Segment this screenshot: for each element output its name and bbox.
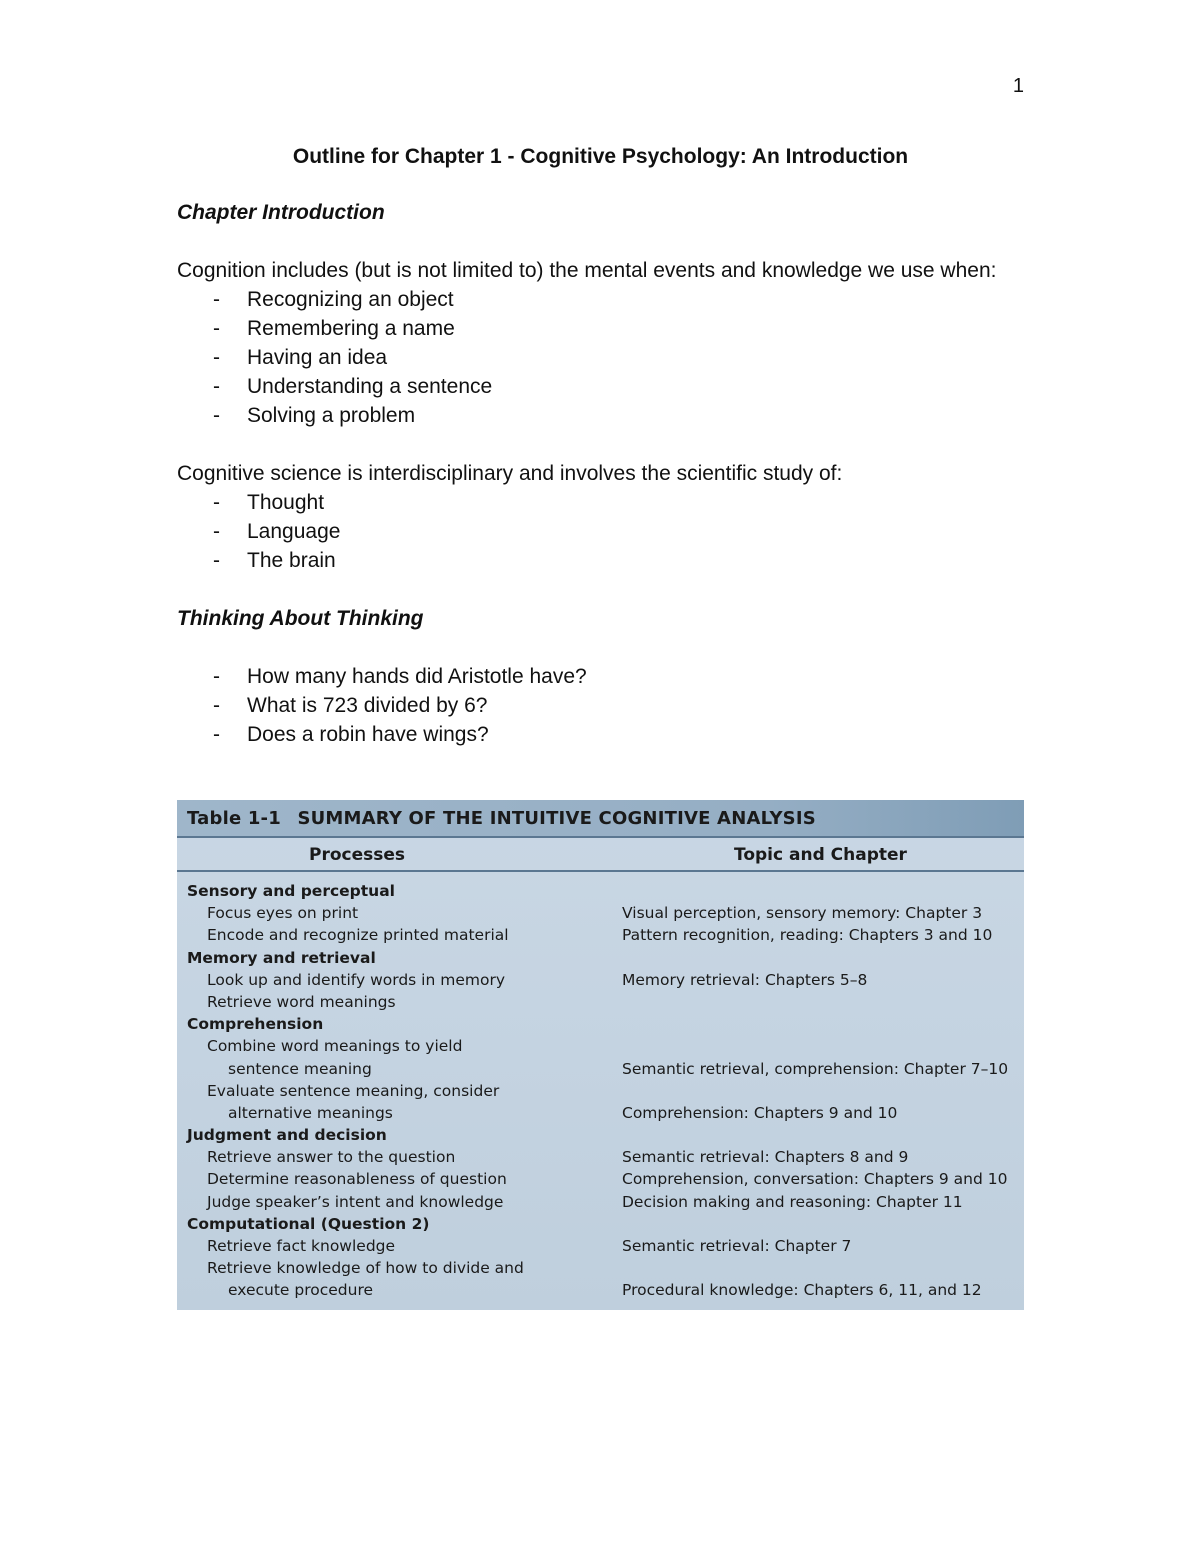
topic-cell: Pattern recognition, reading: Chapters 3 and 10 (622, 926, 993, 945)
list-item-text: What is 723 divided by 6? (247, 694, 488, 717)
list-item (177, 488, 1024, 517)
cognition-intro-paragraph: Cognition includes (but is not limited to) the mental events and knowledge we use when: (177, 259, 997, 282)
table-category-row (177, 880, 1024, 902)
dash-bullet: - (213, 288, 220, 311)
table-category-row (177, 947, 1024, 969)
list-item (177, 314, 1024, 343)
list-item-text: Does a robin have wings? (247, 723, 489, 746)
list-item (177, 546, 1024, 575)
table-body (177, 872, 1024, 1302)
topic-cell: Memory retrieval: Chapters 5–8 (622, 970, 868, 989)
process-cell: Focus eyes on print (207, 904, 359, 923)
table-row (177, 1146, 1024, 1168)
topic-cell: Procedural knowledge: Chapters 6, 11, and 12 (622, 1281, 982, 1300)
topic-cell: Decision making and reasoning: Chapter 11 (622, 1192, 963, 1211)
science-intro-paragraph: Cognitive science is interdisciplinary and involves the scientific study of: (177, 462, 843, 485)
table-row (177, 924, 1024, 946)
list-item-text: Solving a problem (247, 404, 416, 427)
page-number: 1 (1012, 75, 1024, 97)
table-row (177, 1102, 1024, 1124)
table-row (177, 1168, 1024, 1190)
dash-bullet: - (213, 317, 220, 340)
topic-cell: Comprehension: Chapters 9 and 10 (622, 1103, 898, 1122)
process-cell: Encode and recognize printed material (207, 926, 509, 945)
process-cell: Determine reasonableness of question (207, 1170, 507, 1189)
topic-cell: Semantic retrieval: Chapter 7 (622, 1237, 852, 1255)
list-item-text: How many hands did Aristotle have? (247, 665, 587, 688)
dash-bullet: - (213, 375, 220, 398)
dash-bullet: - (213, 520, 220, 543)
category-label: Memory and retrieval (187, 948, 376, 967)
table-row (177, 1058, 1024, 1080)
list-item (177, 401, 1024, 430)
list-item (177, 343, 1024, 372)
table-row (177, 1279, 1024, 1301)
document-title: Outline for Chapter 1 - Cognitive Psychology: An Introduction (292, 145, 909, 168)
table-category-row (177, 1013, 1024, 1035)
document-body (177, 142, 1024, 778)
dash-bullet: - (213, 404, 220, 427)
list-item (177, 662, 1024, 691)
table-row (177, 991, 1024, 1013)
list-item (177, 517, 1024, 546)
list-item-text: Language (247, 520, 341, 543)
list-item (177, 720, 1024, 749)
list-item (177, 691, 1024, 720)
column-header-processes: Processes (309, 845, 406, 865)
process-cell: Retrieve knowledge of how to divide and (207, 1259, 524, 1278)
topic-cell: Semantic retrieval, comprehension: Chapter 7–10 (622, 1059, 1009, 1078)
table-row (177, 1257, 1024, 1279)
list-item (177, 285, 1024, 314)
column-header-topic-and-chapter: Topic and Chapter (734, 845, 907, 865)
process-cell: Evaluate sentence meaning, consider (207, 1081, 500, 1100)
table-category-row (177, 1124, 1024, 1146)
dash-bullet: - (213, 723, 220, 746)
process-cell: alternative meanings (228, 1103, 393, 1122)
summary-table (177, 800, 1024, 1310)
science-list (177, 488, 1024, 575)
category-label: Sensory and perceptual (187, 882, 395, 900)
table-caption-text: SUMMARY OF THE INTUITIVE COGNITIVE ANALYSIS (297, 808, 816, 829)
process-cell: sentence meaning (228, 1059, 372, 1078)
dash-bullet: - (213, 549, 220, 572)
list-item-text: Remembering a name (247, 317, 455, 340)
process-cell: Combine word meanings to yield (207, 1037, 463, 1056)
category-label: Computational (Question 2) (187, 1214, 430, 1233)
list-item-text: Recognizing an object (247, 288, 454, 311)
topic-cell: Semantic retrieval: Chapters 8 and 9 (622, 1148, 909, 1167)
table-header-row (177, 838, 1024, 872)
table-category-row (177, 1213, 1024, 1235)
topic-cell: Comprehension, conversation: Chapters 9 and 10 (622, 1170, 1008, 1189)
table-row (177, 902, 1024, 924)
list-item-text: Thought (247, 491, 325, 514)
table-label: Table 1-1 (187, 808, 281, 829)
process-cell: Look up and identify words in memory (207, 970, 506, 989)
list-item-text: Understanding a sentence (247, 375, 493, 398)
table-row (177, 1035, 1024, 1057)
topic-cell: Visual perception, sensory memory: Chapter 3 (622, 904, 983, 923)
process-cell: Retrieve word meanings (207, 992, 396, 1011)
dash-bullet: - (213, 491, 220, 514)
list-item-text: Having an idea (247, 346, 388, 369)
dash-bullet: - (213, 665, 220, 688)
category-label: Comprehension (187, 1015, 324, 1034)
cognition-list (177, 285, 1024, 430)
table-row (177, 1080, 1024, 1102)
thinking-questions-list (177, 662, 1024, 749)
table-row (177, 1191, 1024, 1213)
table-row (177, 1235, 1024, 1257)
list-item (177, 372, 1024, 401)
process-cell: execute procedure (228, 1281, 374, 1300)
category-label: Judgment and decision (187, 1126, 387, 1145)
process-cell: Retrieve answer to the question (207, 1148, 456, 1167)
section-heading-thinking-about-thinking: Thinking About Thinking (177, 607, 424, 630)
list-item-text: The brain (247, 549, 336, 572)
section-heading-chapter-introduction: Chapter Introduction (177, 201, 385, 224)
table-caption (177, 800, 1024, 838)
table-row (177, 969, 1024, 991)
process-cell: Retrieve fact knowledge (207, 1237, 396, 1255)
process-cell: Judge speaker’s intent and knowledge (207, 1192, 504, 1211)
dash-bullet: - (213, 694, 220, 717)
dash-bullet: - (213, 346, 220, 369)
